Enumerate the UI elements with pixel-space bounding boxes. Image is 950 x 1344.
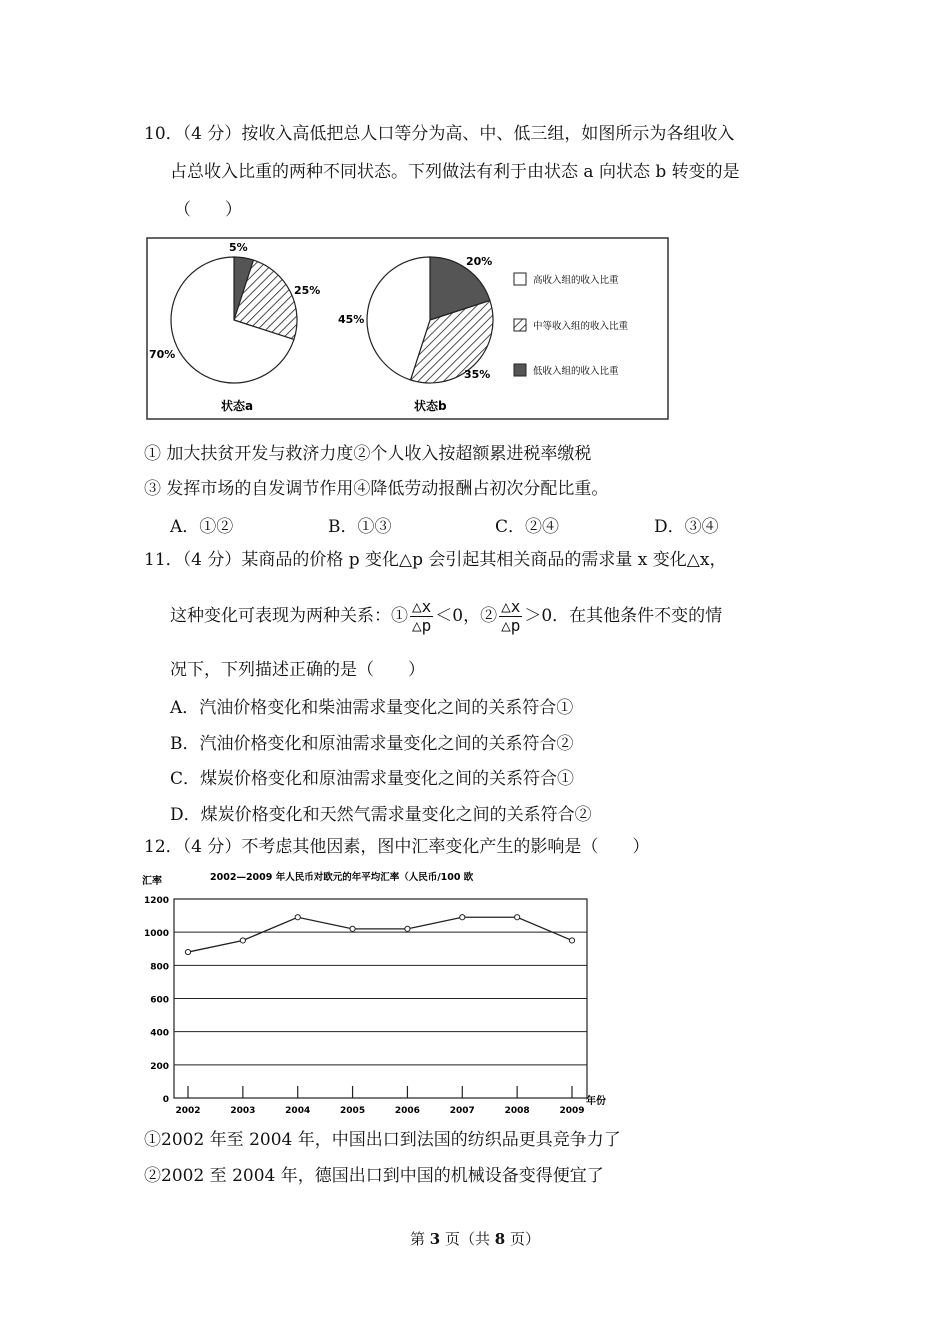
q11-line2 bbox=[170, 598, 722, 635]
q12-statement-2: ②2002 至 2004 年，德国出口到中国的机械设备变得便宜了 bbox=[144, 1166, 604, 1186]
page-footer bbox=[0, 1228, 950, 1249]
line-chart-figure bbox=[140, 868, 620, 1118]
line-chart-yticks bbox=[144, 896, 169, 1105]
q11-line1: 11．（4 分）某商品的价格 p 变化△p 会引起其相关商品的需求量 x 变化△x， bbox=[144, 550, 727, 570]
legend-swatch-high bbox=[514, 273, 526, 285]
data-point bbox=[350, 926, 355, 931]
q10-option-b[interactable]: B．①③ bbox=[328, 517, 392, 537]
pie-b-label-high: 45% bbox=[338, 313, 365, 326]
q10-option-c[interactable]: C．②④ bbox=[495, 517, 560, 537]
ytick-label: 1200 bbox=[143, 896, 169, 906]
pie-a-title: 状态a bbox=[221, 399, 254, 413]
legend-swatch-mid bbox=[514, 319, 526, 331]
data-point bbox=[460, 915, 465, 920]
fraction-2-numerator: △x bbox=[501, 597, 521, 616]
xtick-label: 2006 bbox=[394, 1106, 420, 1116]
data-point bbox=[185, 949, 190, 954]
legend-label-mid: 中等收入组的收入比重 bbox=[533, 321, 629, 332]
q10-option-a[interactable]: A．①② bbox=[170, 517, 234, 537]
xtick-label: 2003 bbox=[230, 1106, 256, 1116]
pie-a-label-mid: 25% bbox=[294, 284, 321, 297]
xtick-label: 2005 bbox=[340, 1106, 366, 1116]
legend-label-low: 低收入组的收入比重 bbox=[533, 366, 619, 377]
q10-option-d[interactable]: D．③④ bbox=[654, 517, 719, 537]
q10-line2: 占总收入比重的两种不同状态。下列做法有利于由状态 a 向状态 b 转变的是 bbox=[170, 162, 740, 182]
legend-swatch-low bbox=[514, 364, 526, 376]
xtick-label: 2004 bbox=[285, 1106, 311, 1116]
ytick-label: 200 bbox=[150, 1061, 169, 1072]
footer-mid: 页（共 bbox=[440, 1230, 495, 1248]
fraction-1-denominator: △p bbox=[412, 616, 432, 635]
fraction-1 bbox=[410, 598, 433, 635]
q11-option-d[interactable]: D．煤炭价格变化和天然气需求量变化之间的关系符合② bbox=[170, 805, 592, 825]
line-chart-title: 2002—2009 年人民币对欧元的年平均汇率（人民币/100 欧 bbox=[210, 872, 474, 883]
pie-b-label-mid: 35% bbox=[464, 368, 491, 381]
line-chart-xticks bbox=[175, 1086, 584, 1116]
ytick-label: 1000 bbox=[143, 929, 169, 940]
data-point bbox=[295, 915, 300, 920]
pie-a-label-low: 5% bbox=[229, 241, 248, 254]
line-chart-xlabel: 年份 bbox=[586, 1096, 606, 1107]
q12-line1: 12．（4 分）不考虑其他因素，图中汇率变化产生的影响是（ ） bbox=[144, 837, 650, 857]
q12-statement-1: ①2002 年至 2004 年，中国出口到法国的纺织品更具竞争力了 bbox=[144, 1130, 621, 1150]
q11-option-c[interactable]: C．煤炭价格变化和原油需求量变化之间的关系符合① bbox=[170, 769, 575, 789]
xtick-label: 2008 bbox=[504, 1106, 530, 1116]
pie-b-label-low: 20% bbox=[466, 255, 493, 268]
fraction-2 bbox=[499, 598, 522, 635]
ytick-label: 800 bbox=[150, 962, 169, 973]
data-point bbox=[515, 915, 520, 920]
xtick-label: 2002 bbox=[175, 1106, 201, 1116]
q10-statements-2: ③ 发挥市场的自发调节作用④降低劳动报酬占初次分配比重。 bbox=[144, 479, 609, 499]
fraction-1-numerator: △x bbox=[412, 597, 432, 616]
q11-line3: 况下，下列描述正确的是（ ） bbox=[170, 660, 425, 680]
q11-relation-2: ＞0．在其他条件不变的情 bbox=[524, 606, 723, 626]
q11-relation-1: ＜0，② bbox=[435, 606, 498, 626]
ytick-label: 0 bbox=[162, 1095, 169, 1105]
series-line bbox=[188, 917, 572, 952]
q10-line3: （ ） bbox=[174, 200, 242, 220]
xtick-label: 2009 bbox=[559, 1106, 585, 1116]
footer-total: 8 bbox=[494, 1230, 506, 1248]
legend-label-high: 高收入组的收入比重 bbox=[533, 275, 619, 286]
pie-state-b bbox=[367, 257, 493, 383]
pie-a-label-high: 70% bbox=[149, 348, 176, 361]
fraction-2-denominator: △p bbox=[501, 616, 521, 635]
footer-pre: 第 bbox=[410, 1230, 430, 1248]
data-point bbox=[240, 938, 245, 943]
data-point bbox=[569, 938, 574, 943]
data-point bbox=[405, 926, 410, 931]
pie-chart-figure bbox=[146, 237, 670, 421]
pie-state-a bbox=[171, 257, 297, 383]
footer-page: 3 bbox=[429, 1230, 441, 1248]
q11-line2-prefix: 这种变化可表现为两种关系：① bbox=[170, 606, 408, 626]
line-chart-ylabel: 汇率 bbox=[142, 876, 162, 887]
q10-statements-1: ① 加大扶贫开发与救济力度②个人收入按超额累进税率缴税 bbox=[144, 444, 592, 464]
q11-option-b[interactable]: B．汽油价格变化和原油需求量变化之间的关系符合② bbox=[170, 734, 574, 754]
pie-b-title: 状态b bbox=[414, 399, 447, 413]
line-chart-series bbox=[185, 915, 574, 955]
ytick-label: 400 bbox=[150, 1028, 169, 1039]
q11-option-a[interactable]: A．汽油价格变化和柴油需求量变化之间的关系符合① bbox=[170, 698, 574, 718]
xtick-label: 2007 bbox=[449, 1106, 475, 1116]
q10-line1: 10．（4 分）按收入高低把总人口等分为高、中、低三组，如图所示为各组收入 bbox=[144, 124, 735, 144]
ytick-label: 600 bbox=[150, 995, 169, 1006]
footer-post: 页） bbox=[505, 1230, 540, 1248]
